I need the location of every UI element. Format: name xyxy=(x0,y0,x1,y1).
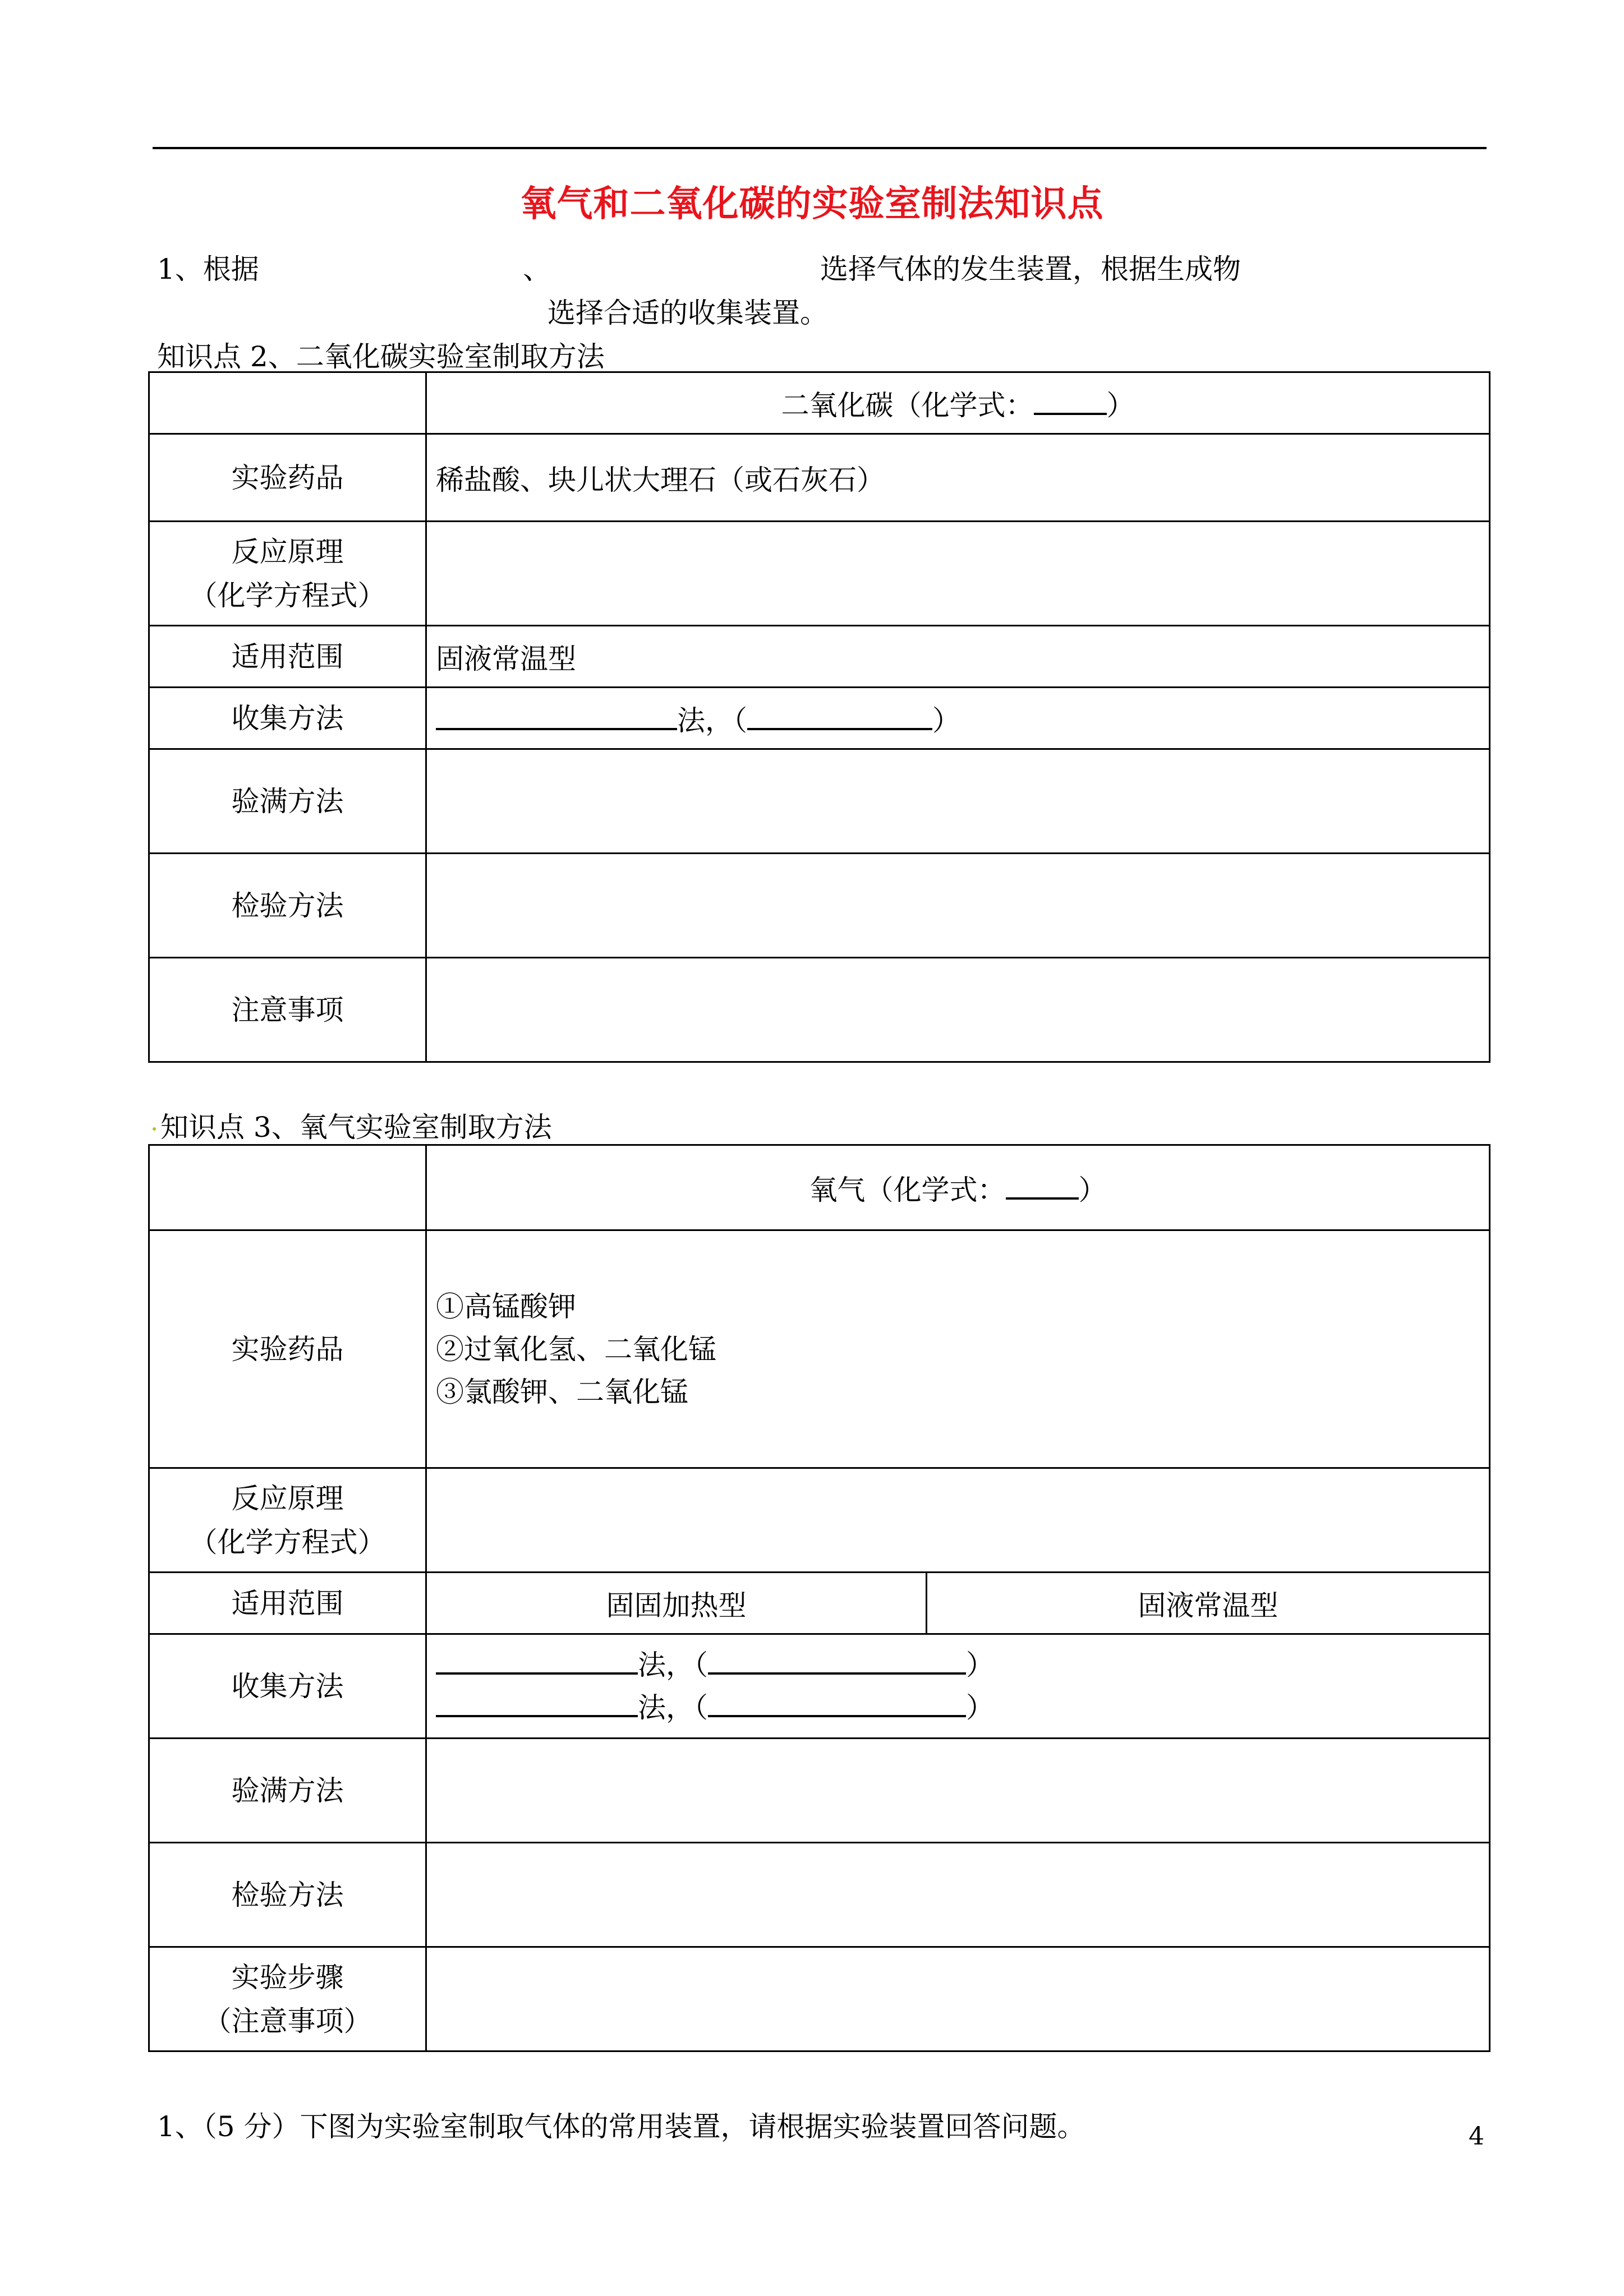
o2-table xyxy=(148,1144,1490,2052)
o2-steps-label-1: 实验步骤 xyxy=(231,1961,344,1994)
intro-line-2: 选择合适的收集装置。 xyxy=(548,297,828,329)
co2-scope-label: 适用范围 xyxy=(149,626,426,688)
o2-collect-blank[interactable] xyxy=(436,1648,638,1675)
intro-line-1-end: 选择气体的发生装置，根据生成物 xyxy=(820,253,1241,285)
o2-full-label: 验满方法 xyxy=(149,1739,426,1843)
o2-collect-line-2 xyxy=(436,1686,1489,1729)
co2-principle-label-2: （化学方程式） xyxy=(189,579,386,612)
o2-drug-item: ②过氧化氢、二氧化锰 xyxy=(436,1333,716,1366)
co2-drugs-value: 稀盐酸、块儿状大理石（或石灰石） xyxy=(426,434,1490,522)
o2-formula-blank[interactable] xyxy=(1006,1173,1079,1200)
co2-principle-label-1: 反应原理 xyxy=(231,535,344,568)
co2-scope-value: 固液常温型 xyxy=(426,626,1490,688)
co2-principle-value[interactable] xyxy=(426,522,1490,626)
o2-principle-label-2: （化学方程式） xyxy=(189,1525,386,1559)
o2-collect-blank[interactable] xyxy=(436,1690,638,1717)
co2-principle-label xyxy=(149,522,426,626)
o2-principle-label-1: 反应原理 xyxy=(231,1482,344,1515)
o2-steps-label-2: （注意事项） xyxy=(203,2004,372,2037)
o2-collect-end: ） xyxy=(966,1691,994,1724)
o2-collect-mid: 法，（ xyxy=(638,1691,708,1724)
question-text: 1、（5 分）下图为实验室制取气体的常用装置，请根据实验装置回答问题。 xyxy=(157,2110,1085,2143)
co2-header-close: ） xyxy=(1106,389,1135,422)
o2-drug-item: ①高锰酸钾 xyxy=(436,1290,576,1323)
co2-full-value[interactable] xyxy=(426,749,1490,854)
co2-header-empty xyxy=(149,372,426,434)
o2-test-value[interactable] xyxy=(426,1843,1490,1947)
intro-line-1-sep: 、 xyxy=(523,253,551,285)
o2-principle-value[interactable] xyxy=(426,1468,1490,1573)
co2-test-label: 检验方法 xyxy=(149,854,426,958)
o2-header-gas xyxy=(426,1145,1490,1230)
o2-collect-label: 收集方法 xyxy=(149,1634,426,1739)
o2-principle-label xyxy=(149,1468,426,1573)
co2-collect-end: ） xyxy=(932,704,960,737)
co2-collect-label: 收集方法 xyxy=(149,688,426,749)
o2-full-value[interactable] xyxy=(426,1739,1490,1843)
intro-line-1-start: 1、根据 xyxy=(157,253,259,285)
o2-collect-line-1 xyxy=(436,1644,1489,1686)
o2-collect-end: ） xyxy=(966,1648,994,1681)
co2-drugs-label: 实验药品 xyxy=(149,434,426,522)
co2-collect-value xyxy=(426,688,1490,749)
co2-notes-value[interactable] xyxy=(426,958,1490,1062)
o2-steps-value[interactable] xyxy=(426,1947,1490,2051)
o2-scope-value-1: 固固加热型 xyxy=(426,1573,927,1634)
co2-notes-label: 注意事项 xyxy=(149,958,426,1062)
page-number: 4 xyxy=(1469,2122,1484,2151)
co2-collect-mid: 法，（ xyxy=(677,704,747,737)
o2-header-empty xyxy=(149,1145,426,1230)
o2-scope-label: 适用范围 xyxy=(149,1573,426,1634)
o2-header-label: 氧气（化学式： xyxy=(809,1173,1006,1206)
o2-collect-blank[interactable] xyxy=(708,1690,966,1717)
co2-collect-blank-1[interactable] xyxy=(436,703,677,730)
o2-scope-value-2: 固液常温型 xyxy=(927,1573,1490,1634)
o2-drugs-value xyxy=(426,1230,1490,1468)
o2-header-close: ） xyxy=(1078,1173,1107,1206)
co2-test-value[interactable] xyxy=(426,854,1490,958)
co2-formula-blank[interactable] xyxy=(1034,388,1107,415)
o2-collect-value xyxy=(426,1634,1490,1739)
ink-speck xyxy=(153,1127,156,1131)
o2-drug-item: ③氯酸钾、二氧化锰 xyxy=(436,1375,688,1408)
co2-header-gas xyxy=(426,372,1490,434)
o2-steps-label xyxy=(149,1947,426,2051)
co2-table xyxy=(148,371,1490,1063)
o2-collect-blank[interactable] xyxy=(708,1648,966,1675)
section3-heading: 知识点 3、氧气实验室制取方法 xyxy=(160,1111,552,1144)
o2-test-label: 检验方法 xyxy=(149,1843,426,1947)
header-rule xyxy=(153,147,1487,149)
o2-drugs-label: 实验药品 xyxy=(149,1230,426,1468)
page-title: 氧气和二氧化碳的实验室制法知识点 xyxy=(520,183,1104,225)
co2-full-label: 验满方法 xyxy=(149,749,426,854)
section2-heading: 知识点 2、二氧化碳实验室制取方法 xyxy=(157,340,605,373)
o2-collect-mid: 法，（ xyxy=(638,1648,708,1681)
co2-collect-blank-2[interactable] xyxy=(747,703,932,730)
co2-header-label: 二氧化碳（化学式： xyxy=(781,389,1034,422)
